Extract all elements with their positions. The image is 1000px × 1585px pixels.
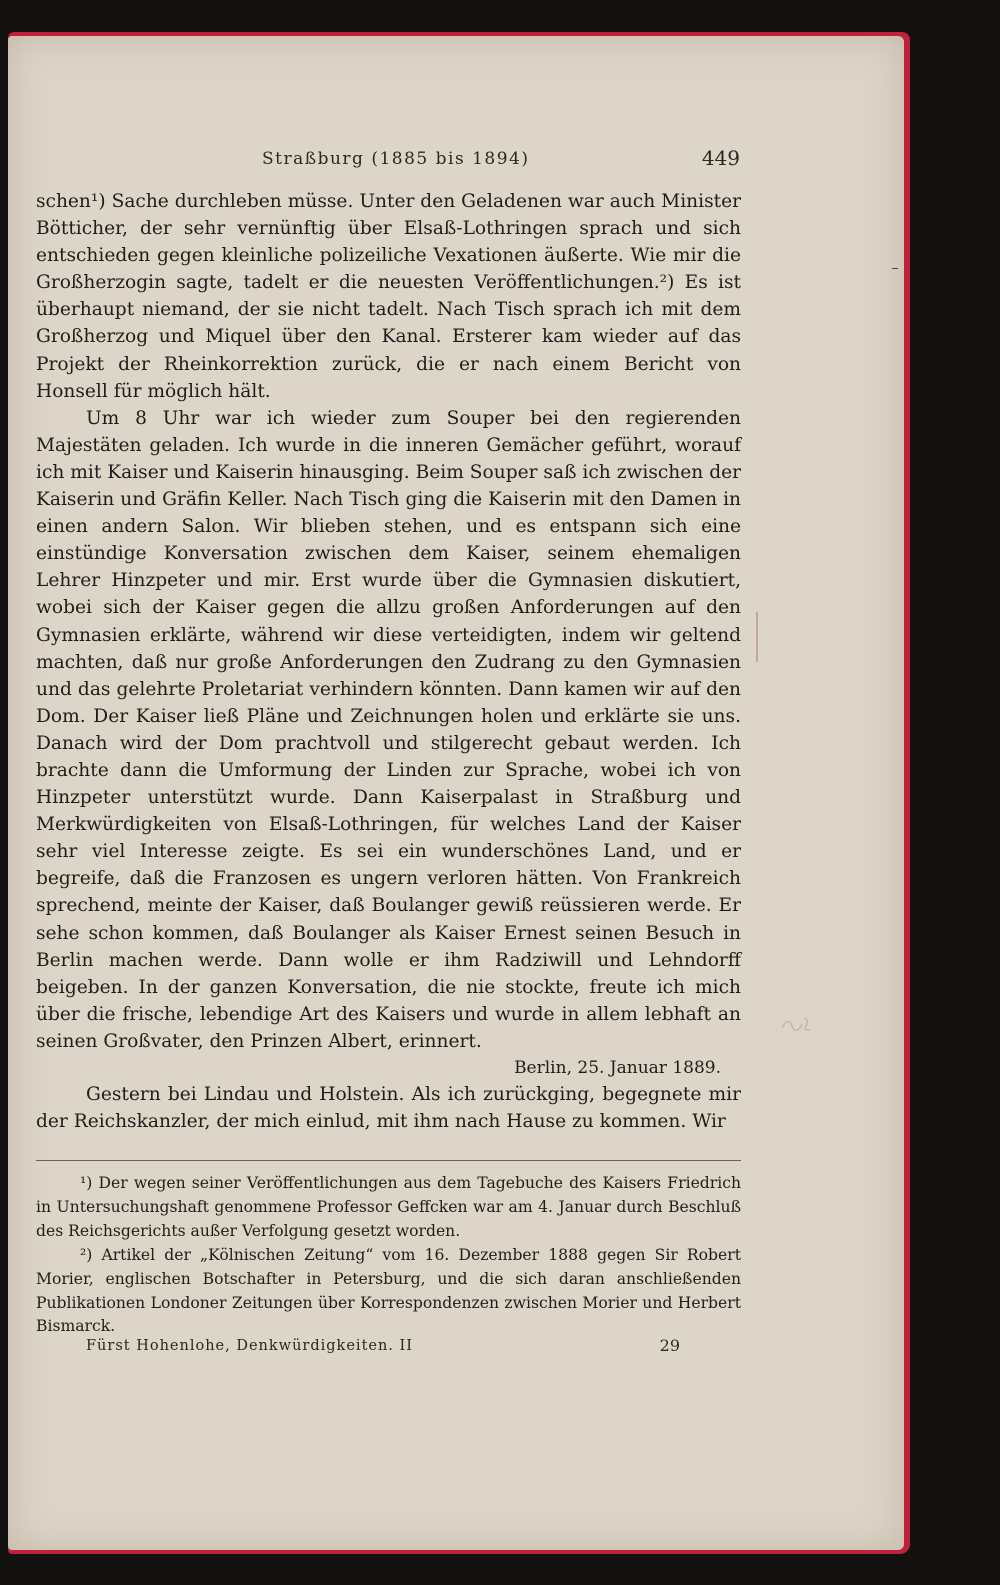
footnote: ²) Artikel der „Kölnischen Zeitung“ vom 16. Dezember 1888 gegen Sir Robert Morier, englischen Botschafter in Petersburg, und die sich daran anschließenden Publikationen Londoner Zeitungen über Korrespondenzen zwischen Morier und Herbert Bismarck. [36,1245,741,1336]
page-number: 449 [701,146,740,170]
footnotes [36,1172,741,1339]
footnote: ¹) Der wegen seiner Veröffentlichungen aus dem Tagebuche des Kaisers Friedrich in Untersuchungshaft genommene Professor Geffcken war am 4. Januar durch Beschluß des Reichsgerichts außer Verfolgung gesetzt worden. [36,1174,741,1240]
margin-mark [892,268,898,269]
paragraph: schen¹) Sache durchleben müsse. Unter den Geladenen war auch Minister Bötticher, der sehr vernünftig über Elsaß-Lothringen sprach und sich entschieden gegen kleinliche polizeiliche Vexationen äußerte. Wie mir die Großherzogin sagte, tadelt er die neuesten Veröffentlichungen.²) Es ist überhaupt niemand, der sie nicht tadelt. Nach Tisch sprach ich mit dem Großherzog und Miquel über den Kanal. Ersterer kam wieder auf das Projekt der Rheinkorrektion zurück, die er nach einem Bericht von Honsell für möglich hält. [36,191,741,402]
signature-number: 29 [659,1336,680,1355]
dateline: Berlin, 25. Januar 1889. [514,1058,721,1078]
margin-mark [756,612,758,662]
footnote-rule [36,1160,741,1161]
paragraph: Um 8 Uhr war ich wieder zum Souper bei den regierenden Majestäten geladen. Ich wurde in die inneren Gemächer geführt, worauf ich mit Kaiser und Kaiserin hinausging. Beim Souper saß ich zwischen der Kaiserin und Gräfin Keller. Nach Tisch ging die Kaiserin mit den Damen in einen andern Salon. Wir blieben stehen, und es entspann sich eine einstündige Konversation zwischen dem Kaiser, seinem ehemaligen Lehrer Hinzpeter und mir. Erst wurde über die Gymnasien diskutiert, wobei sich der Kaiser gegen die allzu großen Anforderungen auf den Gymnasien erklärte, während wir diese verteidigten, indem wir geltend machten, daß nur große Anforderungen den Zudrang zu den Gymnasien und das gelehrte Proletariat verhindern könnten. Dann kamen wir auf den Dom. Der Kaiser ließ Pläne und Zeichnungen holen und erklärte sie uns. Danach wird der Dom prachtvoll und stilgerecht gebaut werden. Ich brachte dann die Umformung der Linden zur Sprache, wobei ich von Hinzpeter unterstützt wurde. Dann Kaiserpalast in Straßburg und Merkwürdigkeiten von Elsaß-Lothringen, für welches Land der Kaiser sehr viel Interesse zeigte. Es sei ein wunderschönes Land, und er begreife, daß die Franzosen es ungern verloren hätten. Von Frankreich sprechend, meinte der Kaiser, daß Boulanger gewiß reüssieren werde. Er sehe schon kommen, daß Boulanger als Kaiser Ernest seinen Besuch in Berlin machen werde. Dann wolle er ihm Radziwill und Lehndorff beigeben. In der ganzen Konversation, die nie stockte, freute ich mich über die frische, lebendige Art des Kaisers und wurde in allem lebhaft an seinen Großvater, den Prinzen Albert, erinnert. [36,407,741,1052]
running-title: Straßburg (1885 bis 1894) [262,149,530,169]
paragraph: Gestern bei Lindau und Holstein. Als ich zurückging, begegnete mir der Reichskanzler, der mich einlud, mit ihm nach Hause zu kommen. Wir [36,1084,741,1133]
printer-signature [86,1338,716,1362]
pencil-mark-icon [780,1012,814,1034]
main-text [36,188,741,1135]
page-header [40,145,740,175]
signature-title: Fürst Hohenlohe, Denkwürdigkeiten. II [86,1338,413,1354]
